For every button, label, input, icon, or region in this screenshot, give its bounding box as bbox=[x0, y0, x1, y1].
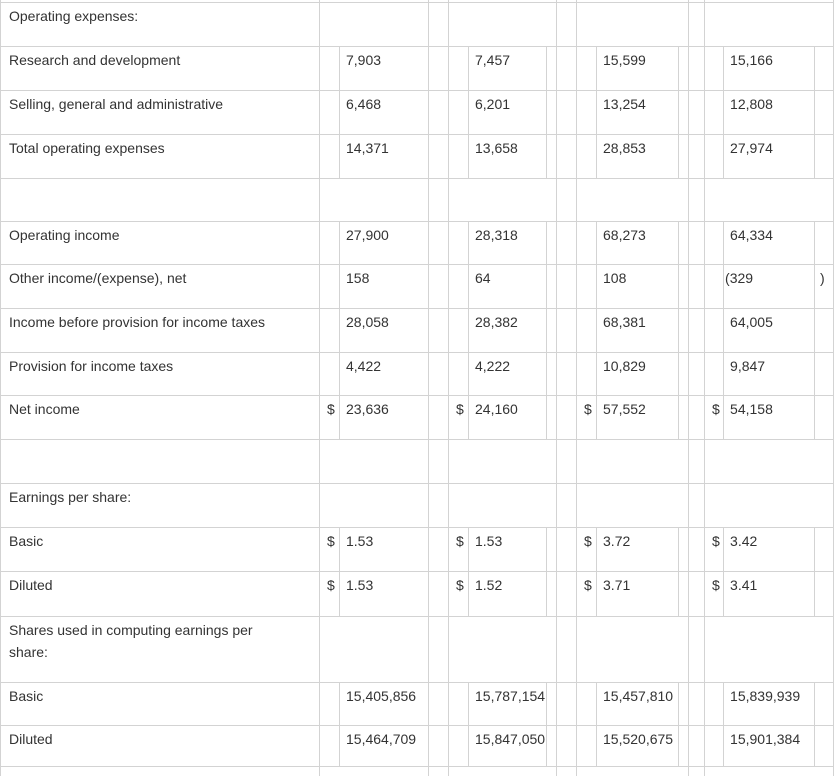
spacer-cell bbox=[557, 308, 577, 352]
value-cell: 28,382 bbox=[469, 308, 547, 352]
row-label: Diluted bbox=[1, 571, 320, 616]
paren-cell bbox=[679, 221, 689, 264]
value-cell: 14,371 bbox=[340, 134, 429, 178]
value-cell: 57,552 bbox=[597, 395, 679, 439]
merged-cell bbox=[577, 178, 689, 221]
table-row bbox=[1, 352, 834, 395]
merged-cell bbox=[705, 483, 834, 527]
section-label bbox=[1, 616, 320, 682]
value-cell: 3.72 bbox=[597, 527, 679, 571]
currency-cell bbox=[449, 134, 469, 178]
value-cell: 15,599 bbox=[597, 46, 679, 90]
merged-cell bbox=[705, 616, 834, 682]
currency-symbol: $ bbox=[705, 395, 724, 439]
value-cell: 15,847,050 bbox=[469, 725, 547, 766]
currency-symbol: $ bbox=[705, 527, 724, 571]
paren-cell bbox=[547, 90, 557, 134]
spacer-cell bbox=[689, 439, 705, 483]
spacer-cell bbox=[557, 725, 577, 766]
spacer-cell bbox=[689, 616, 705, 682]
currency-cell bbox=[320, 682, 340, 725]
currency-cell bbox=[449, 46, 469, 90]
value-cell: 4,222 bbox=[469, 352, 547, 395]
value-cell: 10,829 bbox=[597, 352, 679, 395]
value-cell: 28,058 bbox=[340, 308, 429, 352]
value-cell: (329 bbox=[724, 264, 815, 308]
value-cell: 28,853 bbox=[597, 134, 679, 178]
currency-cell bbox=[320, 725, 340, 766]
row-label: Other income/(expense), net bbox=[1, 264, 320, 308]
merged-cell bbox=[320, 439, 429, 483]
currency-cell bbox=[705, 682, 724, 725]
currency-symbol: $ bbox=[577, 527, 597, 571]
currency-cell bbox=[577, 352, 597, 395]
currency-cell bbox=[320, 90, 340, 134]
paren-cell bbox=[547, 134, 557, 178]
table-row bbox=[1, 221, 834, 264]
paren-cell bbox=[429, 571, 449, 616]
paren-cell bbox=[429, 178, 449, 221]
currency-symbol: $ bbox=[577, 571, 597, 616]
value-cell: 108 bbox=[597, 264, 679, 308]
paren-cell bbox=[429, 90, 449, 134]
paren-cell bbox=[815, 308, 834, 352]
spacer-cell bbox=[557, 134, 577, 178]
table-body bbox=[1, 0, 834, 776]
paren-cell bbox=[679, 134, 689, 178]
paren-cell bbox=[429, 527, 449, 571]
spacer-cell bbox=[557, 46, 577, 90]
spacer-cell bbox=[557, 682, 577, 725]
table-row bbox=[1, 90, 834, 134]
value-cell: 6,201 bbox=[469, 90, 547, 134]
spacer-cell bbox=[557, 483, 577, 527]
merged-cell bbox=[320, 616, 429, 682]
currency-cell bbox=[577, 46, 597, 90]
paren-cell bbox=[429, 766, 449, 776]
value-cell: 64,005 bbox=[724, 308, 815, 352]
spacer-cell bbox=[689, 264, 705, 308]
spacer-cell bbox=[689, 766, 705, 776]
merged-cell bbox=[449, 483, 557, 527]
currency-cell bbox=[705, 46, 724, 90]
merged-cell bbox=[705, 439, 834, 483]
section-row bbox=[1, 616, 834, 682]
currency-cell bbox=[449, 221, 469, 264]
value-cell: 15,457,810 bbox=[597, 682, 679, 725]
value-cell: 3.71 bbox=[597, 571, 679, 616]
spacer-cell bbox=[557, 616, 577, 682]
spacer-cell bbox=[557, 90, 577, 134]
value-cell: 15,520,675 bbox=[597, 725, 679, 766]
value-cell: 1.53 bbox=[340, 527, 429, 571]
currency-cell bbox=[320, 308, 340, 352]
currency-cell bbox=[705, 90, 724, 134]
partial-row-bottom bbox=[1, 766, 834, 776]
paren-cell bbox=[429, 439, 449, 483]
merged-cell bbox=[705, 178, 834, 221]
value-cell: 23,636 bbox=[340, 395, 429, 439]
spacer-cell bbox=[689, 2, 705, 46]
table-row bbox=[1, 571, 834, 616]
table-row bbox=[1, 395, 834, 439]
paren-cell bbox=[679, 527, 689, 571]
merged-cell bbox=[449, 439, 557, 483]
paren-cell bbox=[429, 352, 449, 395]
merged-cell bbox=[449, 616, 557, 682]
value-cell: 1.52 bbox=[469, 571, 547, 616]
row-label: Provision for income taxes bbox=[1, 352, 320, 395]
table-row bbox=[1, 46, 834, 90]
spacer-cell bbox=[689, 221, 705, 264]
value-cell: 1.53 bbox=[469, 527, 547, 571]
value-cell: 15,464,709 bbox=[340, 725, 429, 766]
value-cell: 7,903 bbox=[340, 46, 429, 90]
value-cell: 13,254 bbox=[597, 90, 679, 134]
paren-cell bbox=[815, 46, 834, 90]
paren-cell bbox=[429, 308, 449, 352]
currency-symbol: $ bbox=[577, 395, 597, 439]
section-label: Operating expenses: bbox=[1, 2, 320, 46]
currency-cell bbox=[705, 221, 724, 264]
spacer-cell bbox=[689, 682, 705, 725]
spacer-cell bbox=[689, 178, 705, 221]
currency-symbol: $ bbox=[449, 571, 469, 616]
value-cell: 15,787,154 bbox=[469, 682, 547, 725]
spacer-cell bbox=[557, 2, 577, 46]
currency-cell bbox=[577, 90, 597, 134]
spacer-cell bbox=[557, 571, 577, 616]
currency-cell bbox=[705, 725, 724, 766]
paren-cell bbox=[547, 264, 557, 308]
currency-symbol: $ bbox=[320, 571, 340, 616]
currency-cell bbox=[577, 134, 597, 178]
value-cell: 28,318 bbox=[469, 221, 547, 264]
row-label: Basic bbox=[1, 682, 320, 725]
spacer-cell bbox=[557, 439, 577, 483]
currency-cell bbox=[320, 134, 340, 178]
currency-cell bbox=[320, 46, 340, 90]
currency-cell bbox=[320, 352, 340, 395]
currency-cell bbox=[577, 682, 597, 725]
blank-row bbox=[1, 439, 834, 483]
paren-cell bbox=[815, 571, 834, 616]
section-label: Earnings per share: bbox=[1, 483, 320, 527]
paren-cell bbox=[815, 527, 834, 571]
merged-cell bbox=[705, 2, 834, 46]
value-cell: 3.42 bbox=[724, 527, 815, 571]
currency-cell bbox=[320, 264, 340, 308]
paren-cell bbox=[429, 616, 449, 682]
table-row bbox=[1, 527, 834, 571]
currency-symbol: $ bbox=[320, 527, 340, 571]
table-row bbox=[1, 682, 834, 725]
currency-cell bbox=[705, 352, 724, 395]
spacer-cell bbox=[689, 46, 705, 90]
paren-cell bbox=[547, 395, 557, 439]
value-cell: 64 bbox=[469, 264, 547, 308]
value-cell: 13,658 bbox=[469, 134, 547, 178]
table-row bbox=[1, 134, 834, 178]
value-cell: 6,468 bbox=[340, 90, 429, 134]
paren-cell bbox=[547, 527, 557, 571]
section-label-line-1: Shares used in computing earnings per bbox=[9, 621, 253, 638]
currency-cell bbox=[449, 682, 469, 725]
value-cell: 158 bbox=[340, 264, 429, 308]
spacer-cell bbox=[557, 527, 577, 571]
currency-cell bbox=[449, 725, 469, 766]
currency-cell bbox=[705, 134, 724, 178]
paren-cell bbox=[679, 264, 689, 308]
value-cell: 15,839,939 bbox=[724, 682, 815, 725]
spacer-cell bbox=[557, 264, 577, 308]
paren-cell bbox=[429, 134, 449, 178]
paren-cell bbox=[815, 725, 834, 766]
spacer-cell bbox=[689, 134, 705, 178]
paren-cell bbox=[547, 221, 557, 264]
section-label-line-2: share: bbox=[9, 643, 48, 660]
merged-cell bbox=[320, 2, 429, 46]
spacer-cell bbox=[689, 308, 705, 352]
currency-cell bbox=[320, 221, 340, 264]
currency-cell bbox=[705, 308, 724, 352]
section-label bbox=[1, 766, 320, 776]
merged-cell bbox=[577, 766, 689, 776]
paren-cell bbox=[815, 221, 834, 264]
merged-cell bbox=[577, 616, 689, 682]
section-label bbox=[1, 178, 320, 221]
value-cell: 68,273 bbox=[597, 221, 679, 264]
paren-cell bbox=[679, 352, 689, 395]
merged-cell bbox=[449, 2, 557, 46]
spacer-cell bbox=[689, 90, 705, 134]
paren-cell bbox=[547, 682, 557, 725]
row-label: Research and development bbox=[1, 46, 320, 90]
spacer-cell bbox=[689, 571, 705, 616]
row-label: Diluted bbox=[1, 725, 320, 766]
currency-cell bbox=[449, 264, 469, 308]
paren-cell bbox=[679, 90, 689, 134]
currency-cell bbox=[449, 308, 469, 352]
paren-cell bbox=[679, 682, 689, 725]
spacer-cell bbox=[557, 352, 577, 395]
currency-cell bbox=[577, 264, 597, 308]
paren-cell bbox=[815, 352, 834, 395]
paren-cell bbox=[429, 2, 449, 46]
currency-cell bbox=[577, 725, 597, 766]
paren-cell bbox=[815, 395, 834, 439]
spacer-cell bbox=[557, 395, 577, 439]
merged-cell bbox=[320, 766, 429, 776]
row-label: Net income bbox=[1, 395, 320, 439]
spacer-cell bbox=[689, 395, 705, 439]
paren-cell bbox=[429, 682, 449, 725]
paren-cell bbox=[547, 725, 557, 766]
currency-symbol: $ bbox=[705, 571, 724, 616]
row-label: Selling, general and administrative bbox=[1, 90, 320, 134]
paren-cell bbox=[547, 571, 557, 616]
value-cell: 15,166 bbox=[724, 46, 815, 90]
spacer-cell bbox=[689, 483, 705, 527]
currency-cell bbox=[449, 352, 469, 395]
currency-symbol: $ bbox=[449, 395, 469, 439]
value-cell: 15,405,856 bbox=[340, 682, 429, 725]
paren-cell bbox=[429, 221, 449, 264]
paren-close-cell: ) bbox=[815, 264, 834, 308]
currency-cell bbox=[577, 308, 597, 352]
merged-cell bbox=[577, 483, 689, 527]
table-row bbox=[1, 725, 834, 766]
paren-cell bbox=[815, 134, 834, 178]
paren-cell bbox=[679, 308, 689, 352]
merged-cell bbox=[577, 2, 689, 46]
value-cell: 3.41 bbox=[724, 571, 815, 616]
row-label: Basic bbox=[1, 527, 320, 571]
row-label: Operating income bbox=[1, 221, 320, 264]
paren-cell bbox=[547, 46, 557, 90]
value-cell: 12,808 bbox=[724, 90, 815, 134]
section-row bbox=[1, 2, 834, 46]
value-cell: 4,422 bbox=[340, 352, 429, 395]
paren-cell bbox=[815, 682, 834, 725]
value-cell: 24,160 bbox=[469, 395, 547, 439]
paren-cell bbox=[429, 264, 449, 308]
paren-cell bbox=[679, 395, 689, 439]
value-cell: 15,901,384 bbox=[724, 725, 815, 766]
blank-row bbox=[1, 178, 834, 221]
value-cell: 64,334 bbox=[724, 221, 815, 264]
paren-cell bbox=[815, 90, 834, 134]
paren-cell bbox=[429, 46, 449, 90]
value-cell: 9,847 bbox=[724, 352, 815, 395]
currency-symbol: $ bbox=[449, 527, 469, 571]
value-cell: 54,158 bbox=[724, 395, 815, 439]
currency-cell bbox=[449, 90, 469, 134]
spacer-cell bbox=[689, 527, 705, 571]
currency-cell bbox=[577, 221, 597, 264]
merged-cell bbox=[577, 439, 689, 483]
merged-cell bbox=[449, 766, 557, 776]
merged-cell bbox=[320, 483, 429, 527]
paren-cell bbox=[679, 571, 689, 616]
paren-cell bbox=[429, 725, 449, 766]
value-cell: 1.53 bbox=[340, 571, 429, 616]
paren-cell bbox=[547, 308, 557, 352]
paren-cell bbox=[429, 395, 449, 439]
table-row bbox=[1, 264, 834, 308]
spacer-cell bbox=[689, 352, 705, 395]
section-row bbox=[1, 483, 834, 527]
paren-cell bbox=[547, 352, 557, 395]
paren-cell bbox=[679, 725, 689, 766]
table-row bbox=[1, 308, 834, 352]
spacer-cell bbox=[557, 221, 577, 264]
value-cell: 7,457 bbox=[469, 46, 547, 90]
currency-symbol: $ bbox=[320, 395, 340, 439]
spacer-cell bbox=[557, 766, 577, 776]
row-label: Income before provision for income taxes bbox=[1, 308, 320, 352]
paren-cell bbox=[679, 46, 689, 90]
spacer-cell bbox=[689, 725, 705, 766]
merged-cell bbox=[449, 178, 557, 221]
section-label bbox=[1, 439, 320, 483]
merged-cell bbox=[705, 766, 834, 776]
row-label: Total operating expenses bbox=[1, 134, 320, 178]
merged-cell bbox=[320, 178, 429, 221]
value-cell: 27,900 bbox=[340, 221, 429, 264]
currency-cell bbox=[705, 264, 724, 308]
paren-cell bbox=[429, 483, 449, 527]
value-cell: 68,381 bbox=[597, 308, 679, 352]
spacer-cell bbox=[557, 178, 577, 221]
value-cell: 27,974 bbox=[724, 134, 815, 178]
